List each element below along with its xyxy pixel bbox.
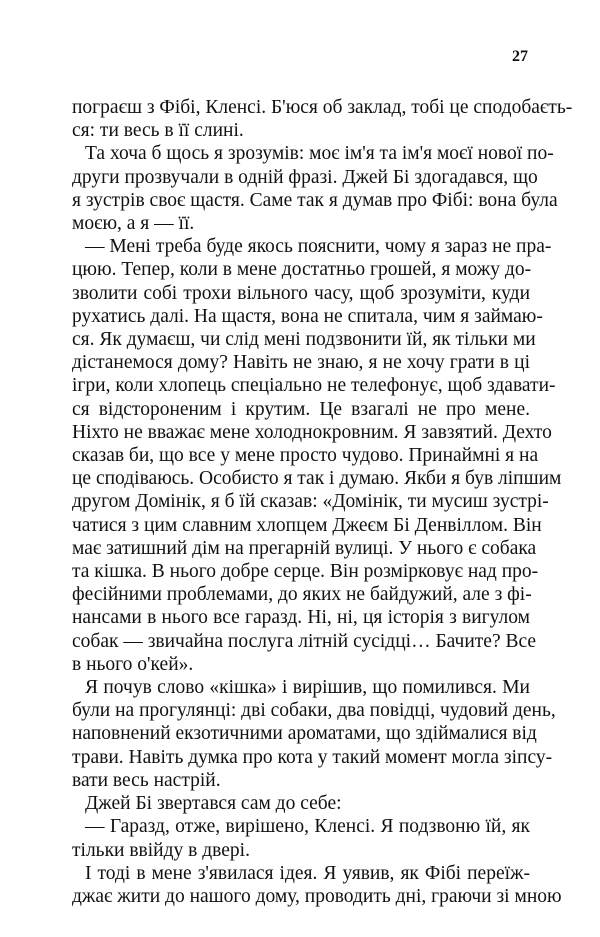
text-line: Ніхто не вважає мене холоднокровним. Я завзятий. Дехто bbox=[72, 421, 552, 443]
text-line: трави. Навіть думка про кота у такий момент могла зіпсу- bbox=[72, 746, 553, 768]
text-line: зволити собі трохи вільного часу, щоб зрозуміти, куди bbox=[72, 282, 530, 304]
text-line: були на прогулянці: дві собаки, два повідці, чудовий день, bbox=[72, 700, 556, 722]
text-line: — Мені треба буде якось пояснити, чому я зараз не пра- bbox=[85, 236, 552, 258]
text-line: в нього о'кей». bbox=[72, 653, 194, 675]
text-line: чатися з цим славним хлопцем Джеєм Бі Денвіллом. Він bbox=[72, 514, 542, 536]
text-line: ся. Як думаєш, чи слід мені подзвонити їй, як тільки ми bbox=[72, 329, 536, 351]
text-line: джає жити до нашого дому, проводить дні, граючи зі мною bbox=[72, 885, 562, 907]
text-line: ігри, коли хлопець спеціально не телефонує, щоб здавати- bbox=[72, 375, 556, 397]
text-line: має затишний дім на прегарній вулиці. У нього є собака bbox=[72, 537, 537, 559]
text-line: пограєш з Фібі, Кленсі. Б'юся об заклад, тобі це сподобаєть- bbox=[72, 97, 573, 118]
page-number: 27 bbox=[512, 48, 528, 65]
text-line: рухатись далі. На щастя, вона не спитала, чим я займаю- bbox=[72, 305, 543, 327]
text-line: сказав би, що все у мене просто чудово. Принаймні я на bbox=[72, 445, 539, 467]
text-line: наповнений екзотичними ароматами, що здіймалися від bbox=[72, 723, 537, 745]
text-line: та кішка. В нього добре серце. Він розмірковує над про- bbox=[72, 561, 539, 583]
text-line: тільки ввійду в двері. bbox=[72, 839, 250, 861]
text-line: другом Домінік, я б їй сказав: «Домінік, ти мусиш зустрі- bbox=[72, 491, 549, 513]
text-line: дістанемося дому? Навіть не знаю, я не хочу грати в ці bbox=[72, 352, 530, 374]
text-line: вати весь настрій. bbox=[72, 769, 221, 791]
text-line: Та хоча б щось я зрозумів: моє ім'я та ім'я моєї нової по- bbox=[85, 143, 554, 165]
text-line: я зустрів своє щастя. Саме так я думав про Фібі: вона була bbox=[72, 189, 558, 211]
text-line: ся: ти весь в її слині. bbox=[72, 120, 244, 142]
text-line: — Гаразд, отже, вирішено, Кленсі. Я подзвоню їй, як bbox=[85, 816, 530, 838]
text-line: фесійними проблемами, до яких не байдужий, але з фі- bbox=[72, 584, 532, 606]
text-line: ся відстороненим і крутим. Це взагалі не про мене. bbox=[72, 398, 530, 420]
text-line: моєю, а я — її. bbox=[72, 213, 195, 235]
text-line: це сподіваюсь. Особисто я так і думаю. Якби я був ліпшим bbox=[72, 468, 562, 490]
body-text bbox=[72, 96, 573, 908]
text-line: Джей Бі звертався сам до себе: bbox=[85, 793, 342, 815]
text-line: други прозвучали в одній фразі. Джей Бі здогадався, що bbox=[72, 166, 538, 188]
text-line: І тоді в мене з'явилася ідея. Я уявив, як Фібі переїж- bbox=[85, 862, 530, 884]
text-line: цюю. Тепер, коли в мене достатньо грошей, я можу до- bbox=[72, 259, 532, 281]
text-line: собак — звичайна послуга літній сусідці… Бачите? Все bbox=[72, 630, 537, 652]
text-line: Я почув слово «кішка» і вирішив, що помилився. Ми bbox=[85, 677, 530, 699]
text-line: нансами в нього все гаразд. Ні, ні, ця історія з вигулом bbox=[72, 607, 530, 629]
